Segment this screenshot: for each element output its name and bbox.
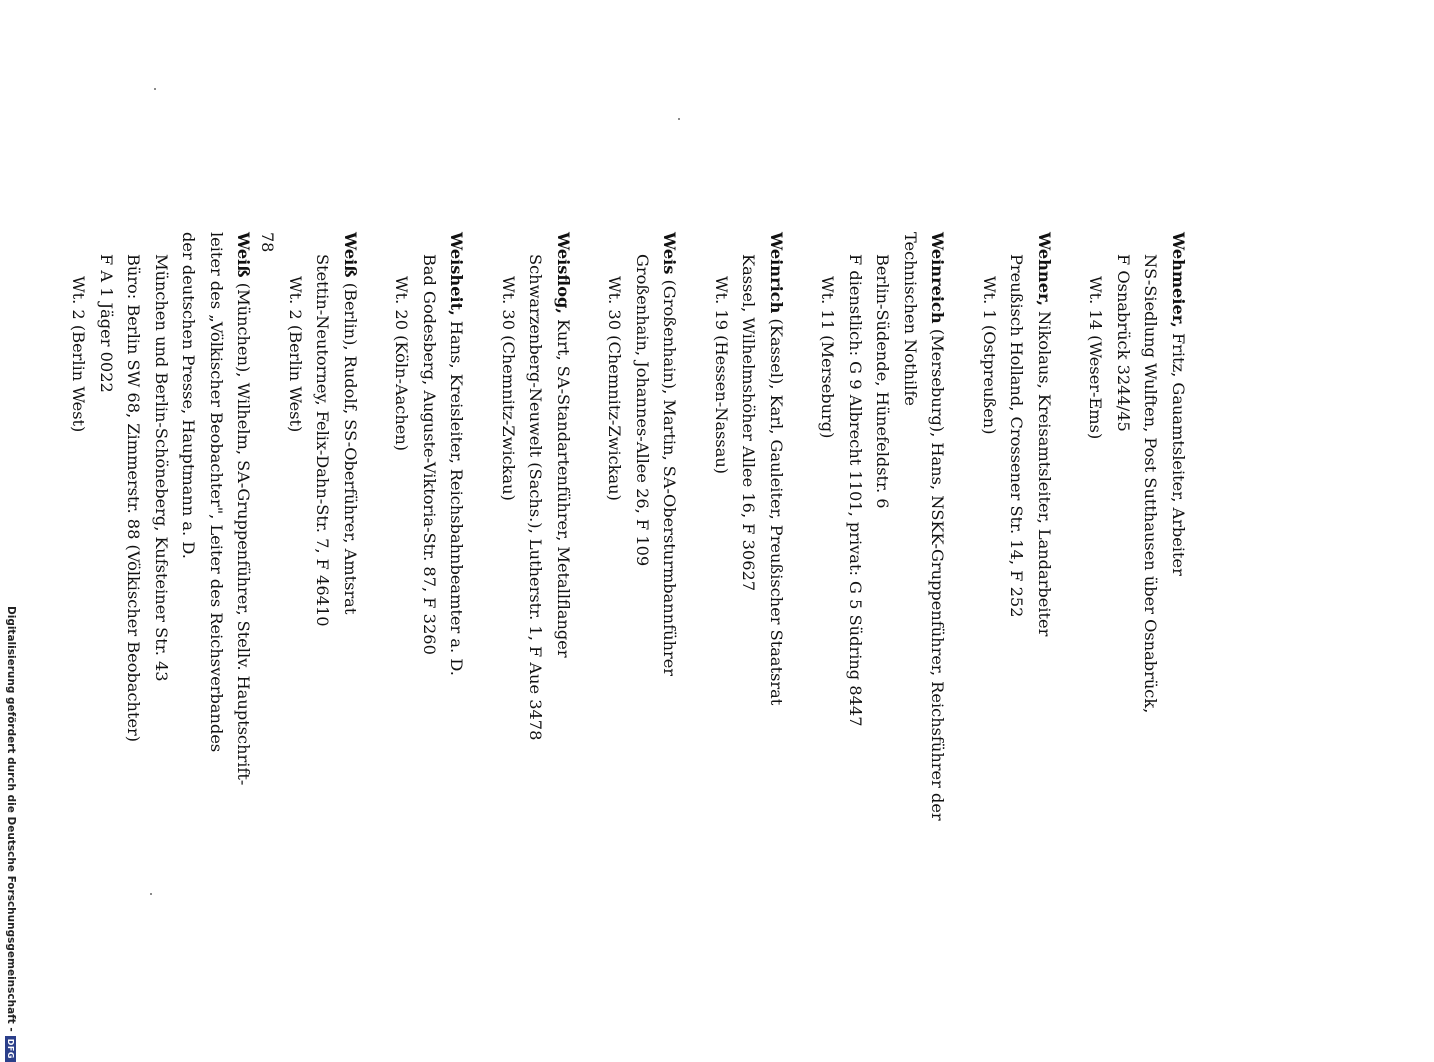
entry-line: Preußisch Holland, Crossener Str. 14, F 252: [1007, 254, 1027, 618]
entry-line: F dienstlich: G 9 Albrecht 1101, privat: G 5 Südring 8447: [846, 254, 865, 727]
entry-line: Wt. 2 (Berlin West): [69, 276, 89, 433]
entry-wehner: [976, 232, 1059, 772]
entry-name: Wehmeier,: [1169, 232, 1188, 328]
scan-speck: [150, 893, 152, 895]
dfg-logo: DFG: [5, 1036, 16, 1062]
entry-line: Weiß (München), Wilhelm, SA-Gruppenführer, Stellv. Hauptschrift-: [234, 232, 254, 786]
entry-weiss-berlin: [282, 232, 365, 772]
entry-line: Großenhain, Johannes-Allee 26, F 109: [633, 254, 652, 567]
entry-line: Büro: Berlin SW 68, Zimmerstr. 88 (Völkischer Beobachter): [124, 254, 144, 743]
entry-line: Wt. 1 (Ostpreußen): [980, 276, 999, 435]
entry-line: Weis (Großenhain), Martin, SA-Obersturmbannführer: [660, 232, 680, 677]
entry-line: leiter des „Völkischer Beobachter", Leiter des Reichsverbandes: [207, 232, 226, 753]
entry-line: Wt. 2 (Berlin West): [286, 276, 305, 433]
entry-line: Wehmeier, Fritz, Gauamtsleiter, Arbeiter: [1169, 232, 1188, 576]
entry-name: Weis: [660, 232, 680, 275]
entry-line: Wt. 11 (Merseburg): [818, 276, 838, 439]
entry-weiss-muenchen: [65, 232, 258, 786]
entry-line: F A 1 Jäger 0022: [97, 254, 116, 393]
entry-line: der deutschen Presse, Hauptmann a. D.: [179, 232, 199, 559]
entry-line: Wt. 19 (Hessen-Nassau): [712, 276, 731, 475]
footer-text: Digitalisierung gefördert durch die Deutsche Forschungsgemeinschaft -: [5, 606, 17, 1032]
entry-line: Technischen Nothilfe: [901, 232, 920, 406]
scan-speck: [154, 88, 156, 90]
entry-line: Berlin-Südende, Hünefeldstr. 6: [873, 254, 893, 509]
entry-line: Wt. 20 (Köln-Aachen): [392, 276, 412, 452]
entry-line: Weisflog, Kurt, SA-Standartenführer, Metallflanger: [554, 232, 573, 658]
entry-line: Wt. 30 (Chemnitz-Zwickau): [605, 276, 625, 501]
entry-line: Kassel, Wilhelmshöher Allee 16, F 30627: [739, 254, 759, 592]
entry-name: Weiß: [341, 232, 360, 278]
entry-line: F Osnabrück 3244/45: [1114, 254, 1133, 432]
entry-line: Stettin-Neutorney, Felix-Dahn-Str. 7, F 46410: [313, 254, 333, 627]
entry-weisflog: [495, 232, 578, 772]
entry-line: Bad Godesberg, Auguste-Viktoria-Str. 87, F 3260: [420, 254, 439, 655]
entry-weinreich: [814, 232, 952, 821]
entry-line: Wt. 30 (Chemnitz-Zwickau): [499, 276, 518, 501]
entry-name: Weinreich: [928, 232, 948, 324]
entry-line: Weisheit, Hans, Kreisleiter, Reichsbahnbeamter a. D.: [447, 232, 467, 676]
entry-name: Weiß: [234, 232, 254, 278]
entry-line: Weiß (Berlin), Rudolf, SS-Oberführer, Amtsrat: [341, 232, 360, 615]
entry-name: Wehner,: [1035, 232, 1054, 306]
entries-block: [69, 232, 1192, 821]
scan-speck: [678, 118, 680, 120]
entry-weinrich: [708, 232, 791, 772]
entry-name: Weisflog,: [554, 232, 573, 314]
entry-line: München und Berlin-Schöneberg, Kufsteiner Str. 43: [152, 254, 171, 682]
entry-weisheit: [388, 232, 471, 772]
entry-line: Wehner, Nikolaus, Kreisamtsleiter, Landarbeiter: [1035, 232, 1054, 637]
entry-line: NS-Siedlung Wulften, Post Sutthausen über Osnabrück,: [1141, 254, 1161, 714]
entry-name: Weinrich: [767, 232, 786, 314]
page-number: 78: [258, 232, 277, 253]
entry-name: Weisheit,: [447, 232, 467, 316]
entry-line: Weinrich (Kassel), Karl, Gauleiter, Preußischer Staatsrat: [767, 232, 786, 706]
entry-line: Weinreich (Merseburg), Hans, NSKK-Gruppenführer, Reichsführer der: [928, 232, 948, 821]
entry-line: Wt. 14 (Weser-Ems): [1086, 276, 1106, 440]
entry-weis: [601, 232, 684, 772]
entry-line: Schwarzenberg-Neuwelt (Sachs.), Lutherstr. 1, F Aue 3478: [526, 254, 546, 741]
digitization-footer: [5, 606, 17, 1062]
entry-wehmeier: [1082, 232, 1192, 772]
